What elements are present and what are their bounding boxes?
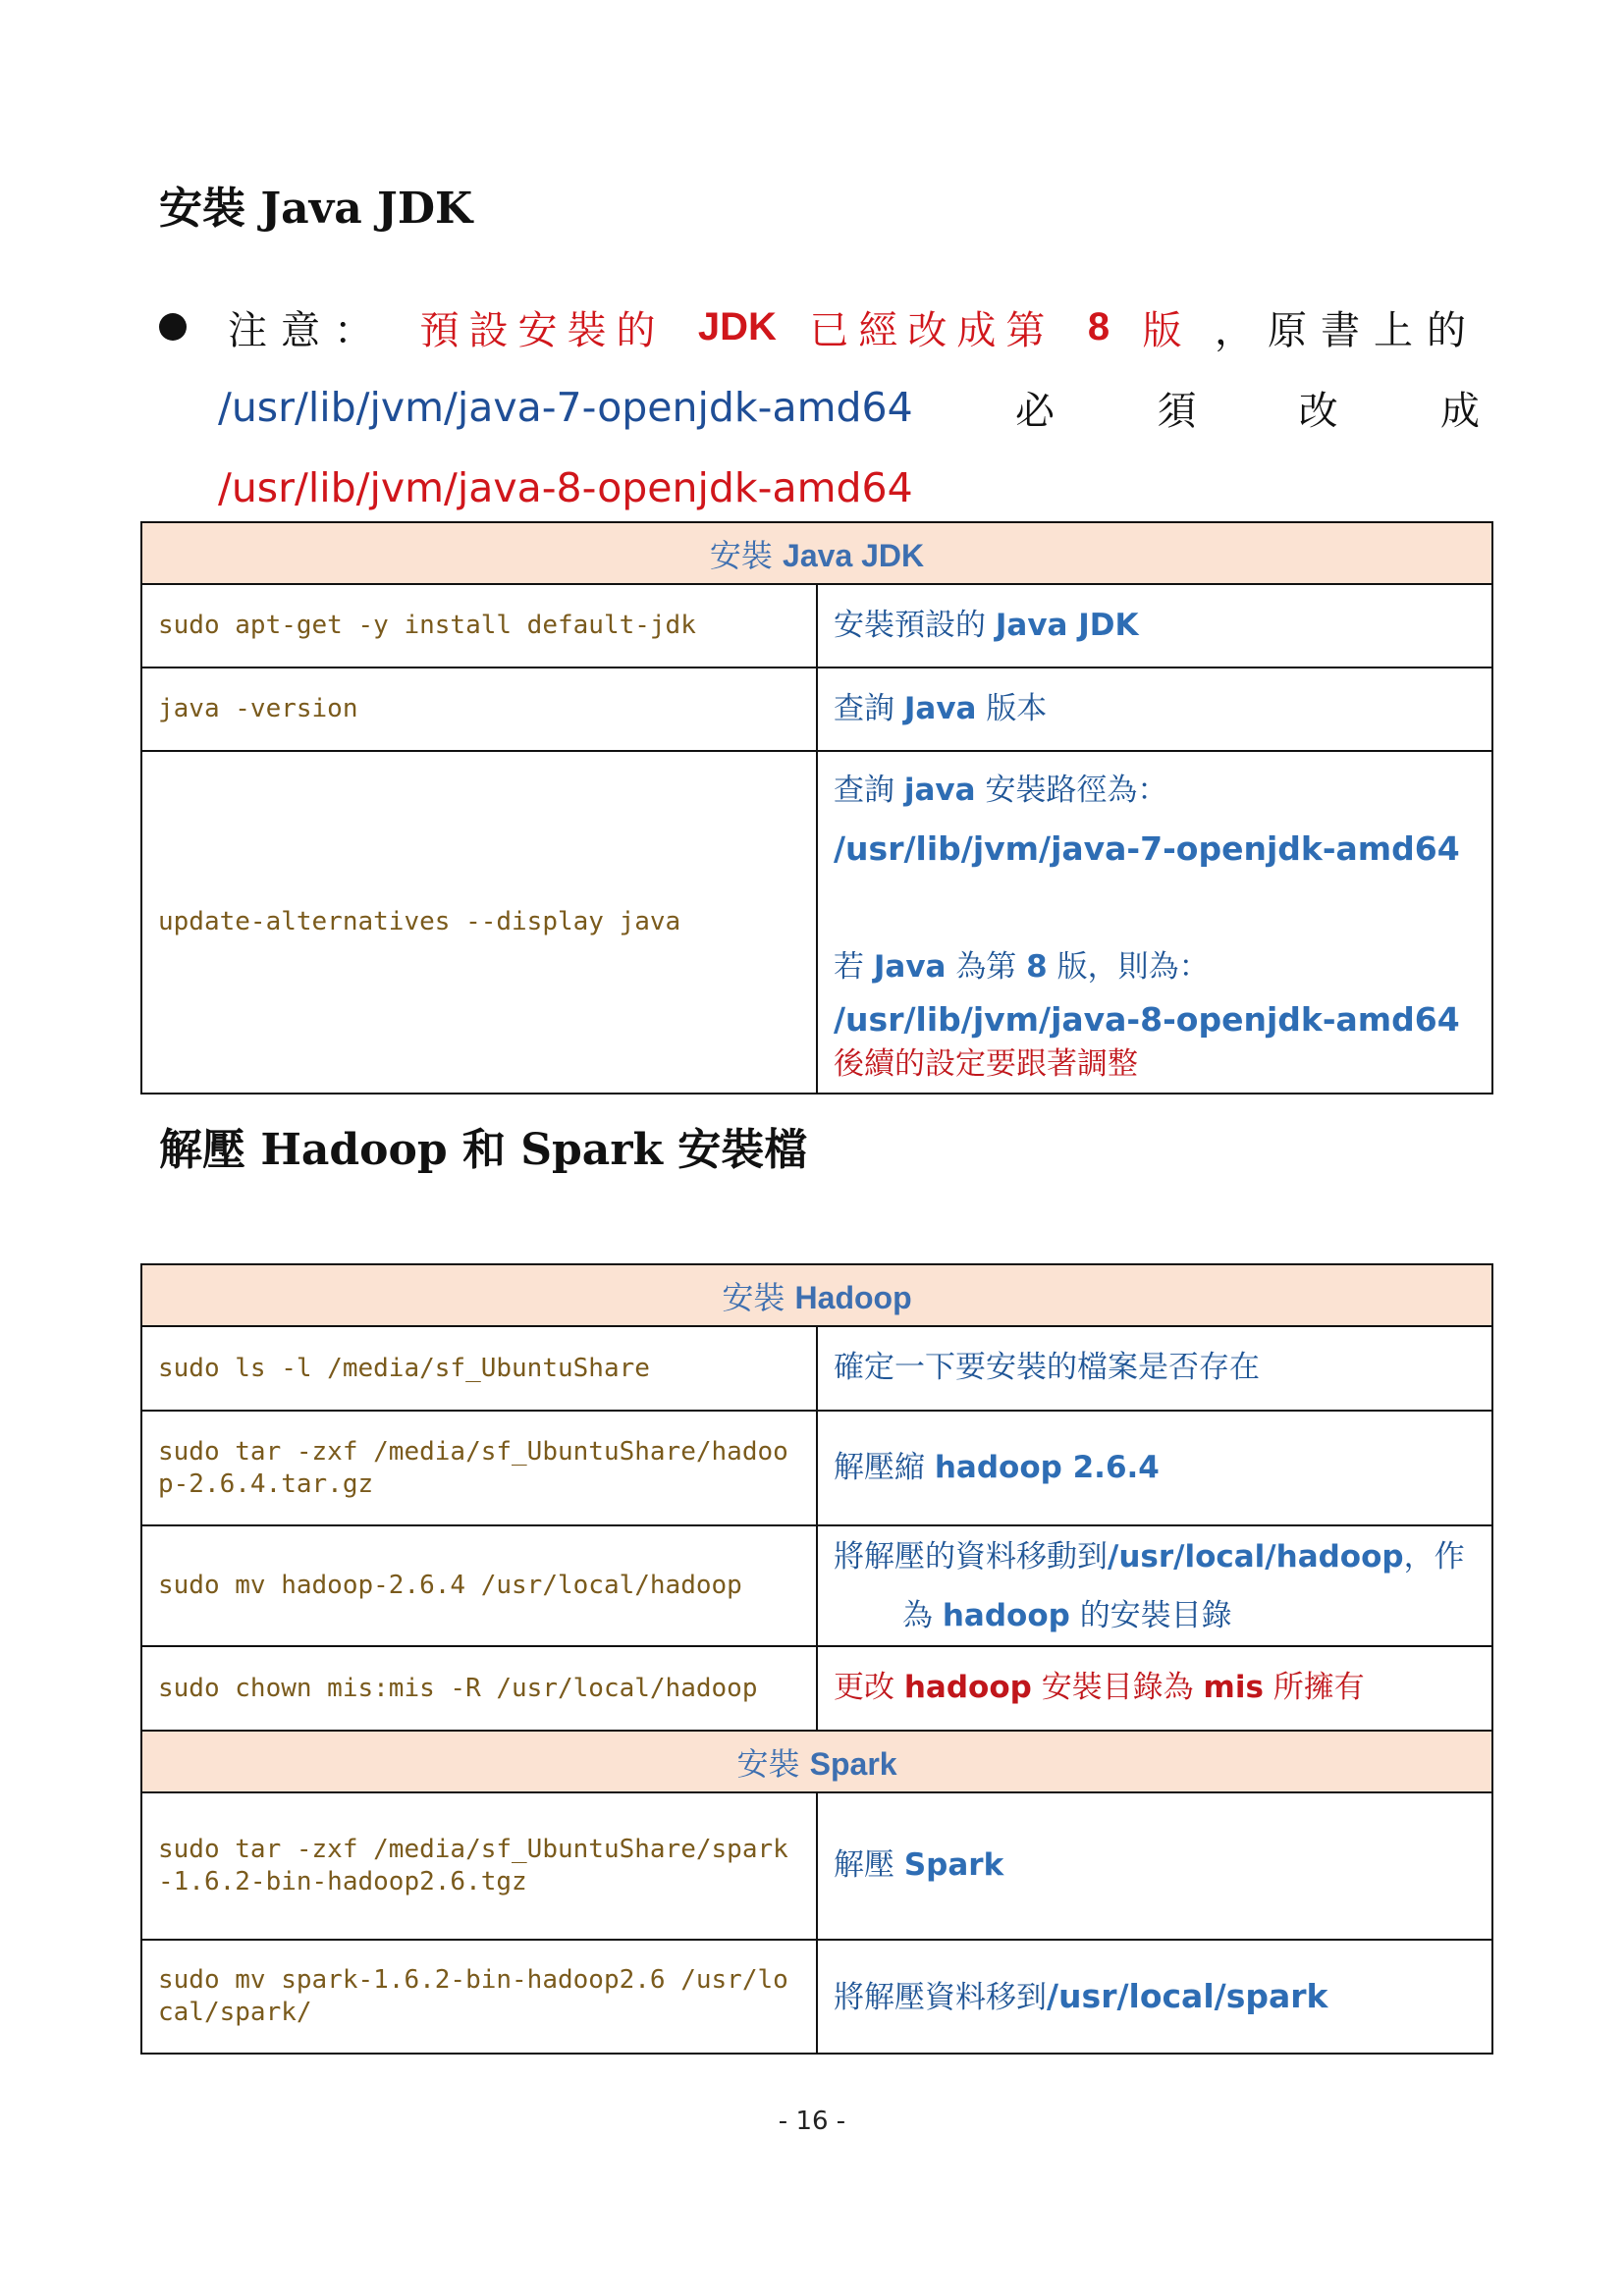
table-row xyxy=(141,667,1492,751)
section-title-hadoop-spark: 解壓 Hadoop 和 Spark 安裝檔 xyxy=(159,1125,808,1175)
hadoop-spark-table xyxy=(140,1263,1493,2055)
table-row xyxy=(141,584,1492,667)
note-must-4: 成 xyxy=(1439,388,1480,434)
note-red-a: 預設安裝的 xyxy=(419,307,666,353)
table-header-hadoop: 安裝 Hadoop xyxy=(141,1264,1492,1326)
command-cell: sudo mv hadoop-2.6.4 /usr/local/hadoop xyxy=(141,1525,817,1646)
command-cell: sudo ls -l /media/sf_UbuntuShare xyxy=(141,1326,817,1411)
command-cell: sudo mv spark-1.6.2-bin-hadoop2.6 /usr/local/spark/ xyxy=(141,1940,817,2054)
bullet-icon xyxy=(159,313,187,341)
table-header-java-jdk: 安裝 Java JDK xyxy=(141,522,1492,584)
description-cell: 查詢 java 安裝路徑為： /usr/lib/jvm/java-7-openjdk-amd64 若 Java 為第 8 版，則為： /usr/lib/jvm/java-8-openjdk-amd64 後續的設定要跟著調整 xyxy=(817,751,1492,1094)
note-line-3 xyxy=(159,448,1480,528)
page-number: - 16 - xyxy=(778,2107,846,2136)
note-red-c: 版 xyxy=(1142,307,1182,353)
note-must-1: 必 xyxy=(1015,388,1056,434)
table-row xyxy=(141,1326,1492,1411)
table-row xyxy=(141,751,1492,1094)
command-cell: java -version xyxy=(141,667,817,751)
section-title-java-jdk: 安裝 Java JDK xyxy=(159,184,473,234)
note-line-2 xyxy=(159,367,1480,448)
table-row xyxy=(141,1792,1492,1940)
description-cell: 將解壓資料移到/usr/local/spark xyxy=(817,1940,1492,2054)
command-cell: sudo tar -zxf /media/sf_UbuntuShare/spark-1.6.2-bin-hadoop2.6.tgz xyxy=(141,1792,817,1940)
command-cell: sudo tar -zxf /media/sf_UbuntuShare/hadoop-2.6.4.tar.gz xyxy=(141,1411,817,1525)
description-cell: 將解壓的資料移動到/usr/local/hadoop，作 為 hadoop 的安裝目錄 xyxy=(817,1525,1492,1646)
table-row xyxy=(141,1411,1492,1525)
description-cell: 解壓 Spark xyxy=(817,1792,1492,1940)
table-row xyxy=(141,1940,1492,2054)
description-cell: 查詢 Java 版本 xyxy=(817,667,1492,751)
command-cell: sudo apt-get -y install default-jdk xyxy=(141,584,817,667)
note-prefix: 注意： xyxy=(228,307,387,353)
description-cell: 確定一下要安裝的檔案是否存在 xyxy=(817,1326,1492,1411)
note-jdk: JDK xyxy=(697,304,777,348)
note-tail: ，原書上的 xyxy=(1215,307,1480,353)
note-new-path: /usr/lib/jvm/java-8-openjdk-amd64 xyxy=(218,464,913,511)
table-row xyxy=(141,1525,1492,1646)
note-version-8: 8 xyxy=(1087,304,1110,348)
command-cell: update-alternatives --display java xyxy=(141,751,817,1094)
table-header-spark: 安裝 Spark xyxy=(141,1731,1492,1792)
description-cell: 安裝預設的 Java JDK xyxy=(817,584,1492,667)
note-old-path: /usr/lib/jvm/java-7-openjdk-amd64 xyxy=(218,384,913,431)
note-must-2: 須 xyxy=(1157,388,1197,434)
description-cell: 更改 hadoop 安裝目錄為 mis 所擁有 xyxy=(817,1646,1492,1731)
note-must-3: 改 xyxy=(1298,388,1338,434)
note-red-b: 已經改成第 xyxy=(809,307,1056,353)
install-note xyxy=(159,287,1480,528)
description-cell: 解壓縮 hadoop 2.6.4 xyxy=(817,1411,1492,1525)
table-row xyxy=(141,1646,1492,1731)
java-jdk-table xyxy=(140,521,1493,1095)
command-cell: sudo chown mis:mis -R /usr/local/hadoop xyxy=(141,1646,817,1731)
note-line-1 xyxy=(159,287,1480,367)
